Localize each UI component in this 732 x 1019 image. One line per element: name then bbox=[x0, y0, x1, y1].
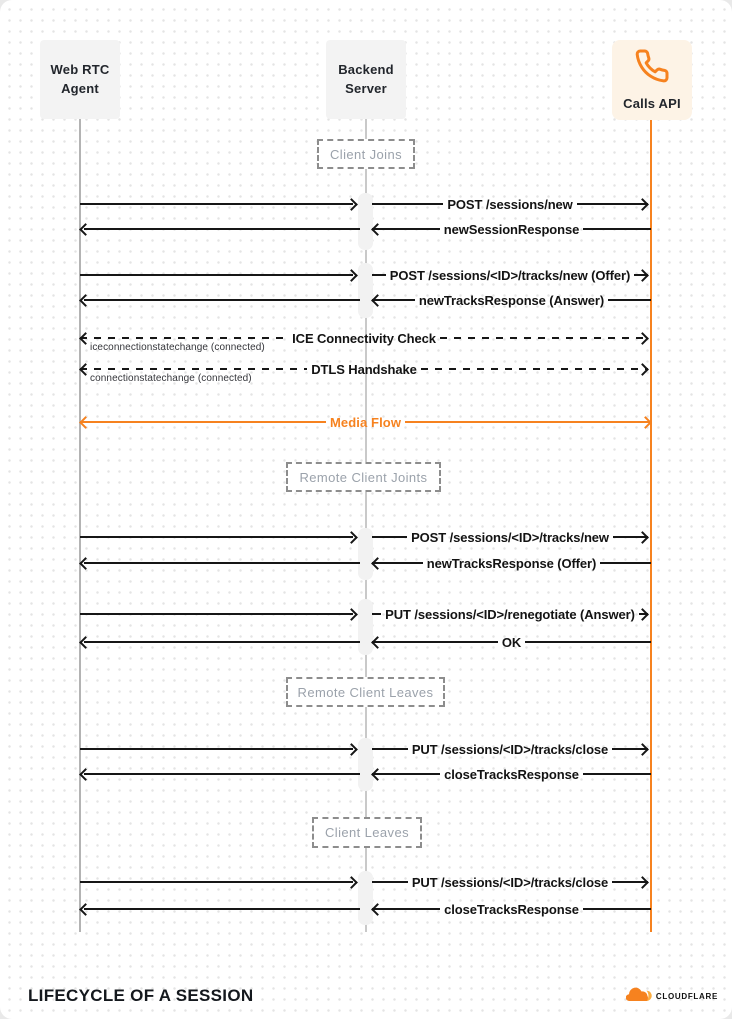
phase-label: Remote Client Leaves bbox=[297, 684, 434, 700]
arrowhead-right-icon bbox=[345, 198, 358, 211]
cloudflare-wordmark: CLOUDFLARE bbox=[655, 991, 718, 1001]
message-label: POST /sessions/<ID>/tracks/new (Offer) bbox=[389, 267, 631, 283]
cloudflare-cloud-icon bbox=[626, 985, 653, 1007]
message-label: POST /sessions/new bbox=[447, 196, 573, 212]
message-arrow-left bbox=[80, 222, 360, 236]
message-arrow-right bbox=[372, 530, 648, 544]
message-label: PUT /sessions/<ID>/tracks/close bbox=[411, 874, 609, 890]
arrowhead-right-icon bbox=[636, 531, 649, 544]
phase-remote-client-leaves bbox=[286, 677, 445, 707]
message-arrow-left bbox=[80, 902, 360, 916]
actor-calls-api bbox=[612, 40, 692, 120]
activation-bar bbox=[358, 599, 373, 655]
activation-bar bbox=[358, 871, 373, 925]
activation-bar bbox=[358, 738, 373, 791]
arrowhead-right-icon bbox=[636, 876, 649, 889]
arrowhead-right-icon bbox=[345, 743, 358, 756]
message-label: closeTracksResponse bbox=[444, 901, 579, 917]
lifeline-web-rtc-agent bbox=[79, 119, 81, 932]
arrowhead-left-icon bbox=[79, 903, 92, 916]
arrowhead-left-icon bbox=[371, 294, 384, 307]
message-arrow-left bbox=[80, 530, 357, 544]
message-arrow-right bbox=[372, 635, 651, 649]
message-label: newTracksResponse (Offer) bbox=[426, 555, 597, 571]
message-arrow-right bbox=[372, 875, 648, 889]
message-arrow-right bbox=[372, 222, 651, 236]
channel-label: Media Flow bbox=[329, 414, 402, 430]
arrowhead-right-icon bbox=[345, 531, 358, 544]
phase-client-leaves bbox=[312, 817, 422, 848]
phase-label: Client Joins bbox=[330, 146, 402, 162]
arrowhead-right-icon bbox=[636, 269, 649, 282]
actor-label: Backend bbox=[338, 61, 394, 77]
event-note: connectionstatechange (connected) bbox=[90, 373, 252, 384]
actor-backend-server bbox=[326, 40, 406, 119]
arrowhead-right-icon bbox=[636, 332, 649, 345]
arrowhead-left-icon bbox=[371, 223, 384, 236]
activation-bar bbox=[358, 528, 373, 580]
message-arrow-left bbox=[80, 635, 360, 649]
message-arrow-left bbox=[80, 607, 357, 621]
arrowhead-left-icon bbox=[79, 223, 92, 236]
message-arrow-right bbox=[372, 268, 648, 282]
message-arrow-left bbox=[80, 767, 360, 781]
page-title: LIFECYCLE OF A SESSION bbox=[28, 986, 254, 1005]
channel-label: ICE Connectivity Check bbox=[292, 330, 436, 346]
arrowhead-left-icon bbox=[79, 294, 92, 307]
message-label: PUT /sessions/<ID>/tracks/close bbox=[411, 741, 609, 757]
arrowhead-right-icon bbox=[345, 608, 358, 621]
activation-bar bbox=[358, 263, 373, 318]
message-arrow-left bbox=[80, 197, 357, 211]
activation-bar bbox=[358, 193, 373, 250]
message-arrow-right bbox=[372, 556, 651, 570]
message-arrow-right bbox=[372, 607, 648, 621]
arrowhead-right-icon bbox=[636, 743, 649, 756]
phase-remote-client-joints bbox=[286, 462, 441, 492]
phase-client-joins bbox=[317, 139, 415, 169]
message-arrow-left bbox=[80, 556, 360, 570]
message-arrow-right bbox=[372, 742, 648, 756]
actor-label: Web RTC bbox=[50, 61, 110, 77]
cloudflare-logo bbox=[626, 985, 718, 1007]
arrowhead-left-icon bbox=[79, 416, 92, 429]
arrowhead-left-icon bbox=[371, 636, 384, 649]
arrowhead-left-icon bbox=[371, 768, 384, 781]
arrowhead-left-icon bbox=[79, 636, 92, 649]
arrowhead-left-icon bbox=[371, 557, 384, 570]
message-arrow-right bbox=[372, 197, 648, 211]
message-arrow-left bbox=[80, 875, 357, 889]
message-arrow-left bbox=[80, 742, 357, 756]
message-arrow-left bbox=[80, 293, 360, 307]
message-label: closeTracksResponse bbox=[444, 766, 579, 782]
arrowhead-right-icon bbox=[345, 876, 358, 889]
actor-label: Calls API bbox=[623, 95, 681, 111]
actor-label: Agent bbox=[61, 80, 99, 96]
arrowhead-right-icon bbox=[636, 198, 649, 211]
actor-web-rtc-agent bbox=[40, 40, 120, 119]
message-arrow-right bbox=[372, 293, 651, 307]
arrowhead-right-icon bbox=[639, 416, 652, 429]
message-label: POST /sessions/<ID>/tracks/new bbox=[411, 529, 609, 545]
footer bbox=[0, 980, 732, 1012]
message-arrow-right bbox=[372, 902, 651, 916]
message-arrow-left bbox=[80, 268, 357, 282]
arrowhead-left-icon bbox=[79, 768, 92, 781]
message-label: newSessionResponse bbox=[443, 221, 580, 237]
phone-icon bbox=[634, 48, 670, 90]
channel-label: DTLS Handshake bbox=[311, 361, 417, 377]
event-note: iceconnectionstatechange (connected) bbox=[90, 342, 265, 353]
message-label: newTracksResponse (Answer) bbox=[418, 292, 605, 308]
message-label: PUT /sessions/<ID>/renegotiate (Answer) bbox=[385, 606, 635, 622]
message-arrow-right bbox=[372, 767, 651, 781]
actor-label: Server bbox=[345, 80, 387, 96]
phase-label: Client Leaves bbox=[325, 825, 409, 840]
arrowhead-left-icon bbox=[371, 903, 384, 916]
message-label: OK bbox=[501, 634, 522, 650]
arrowhead-left-icon bbox=[79, 557, 92, 570]
phase-label: Remote Client Joints bbox=[299, 469, 428, 485]
lifeline-calls-api bbox=[650, 120, 652, 932]
channel-media-flow bbox=[80, 415, 651, 429]
arrowhead-right-icon bbox=[636, 363, 649, 376]
arrowhead-right-icon bbox=[345, 269, 358, 282]
